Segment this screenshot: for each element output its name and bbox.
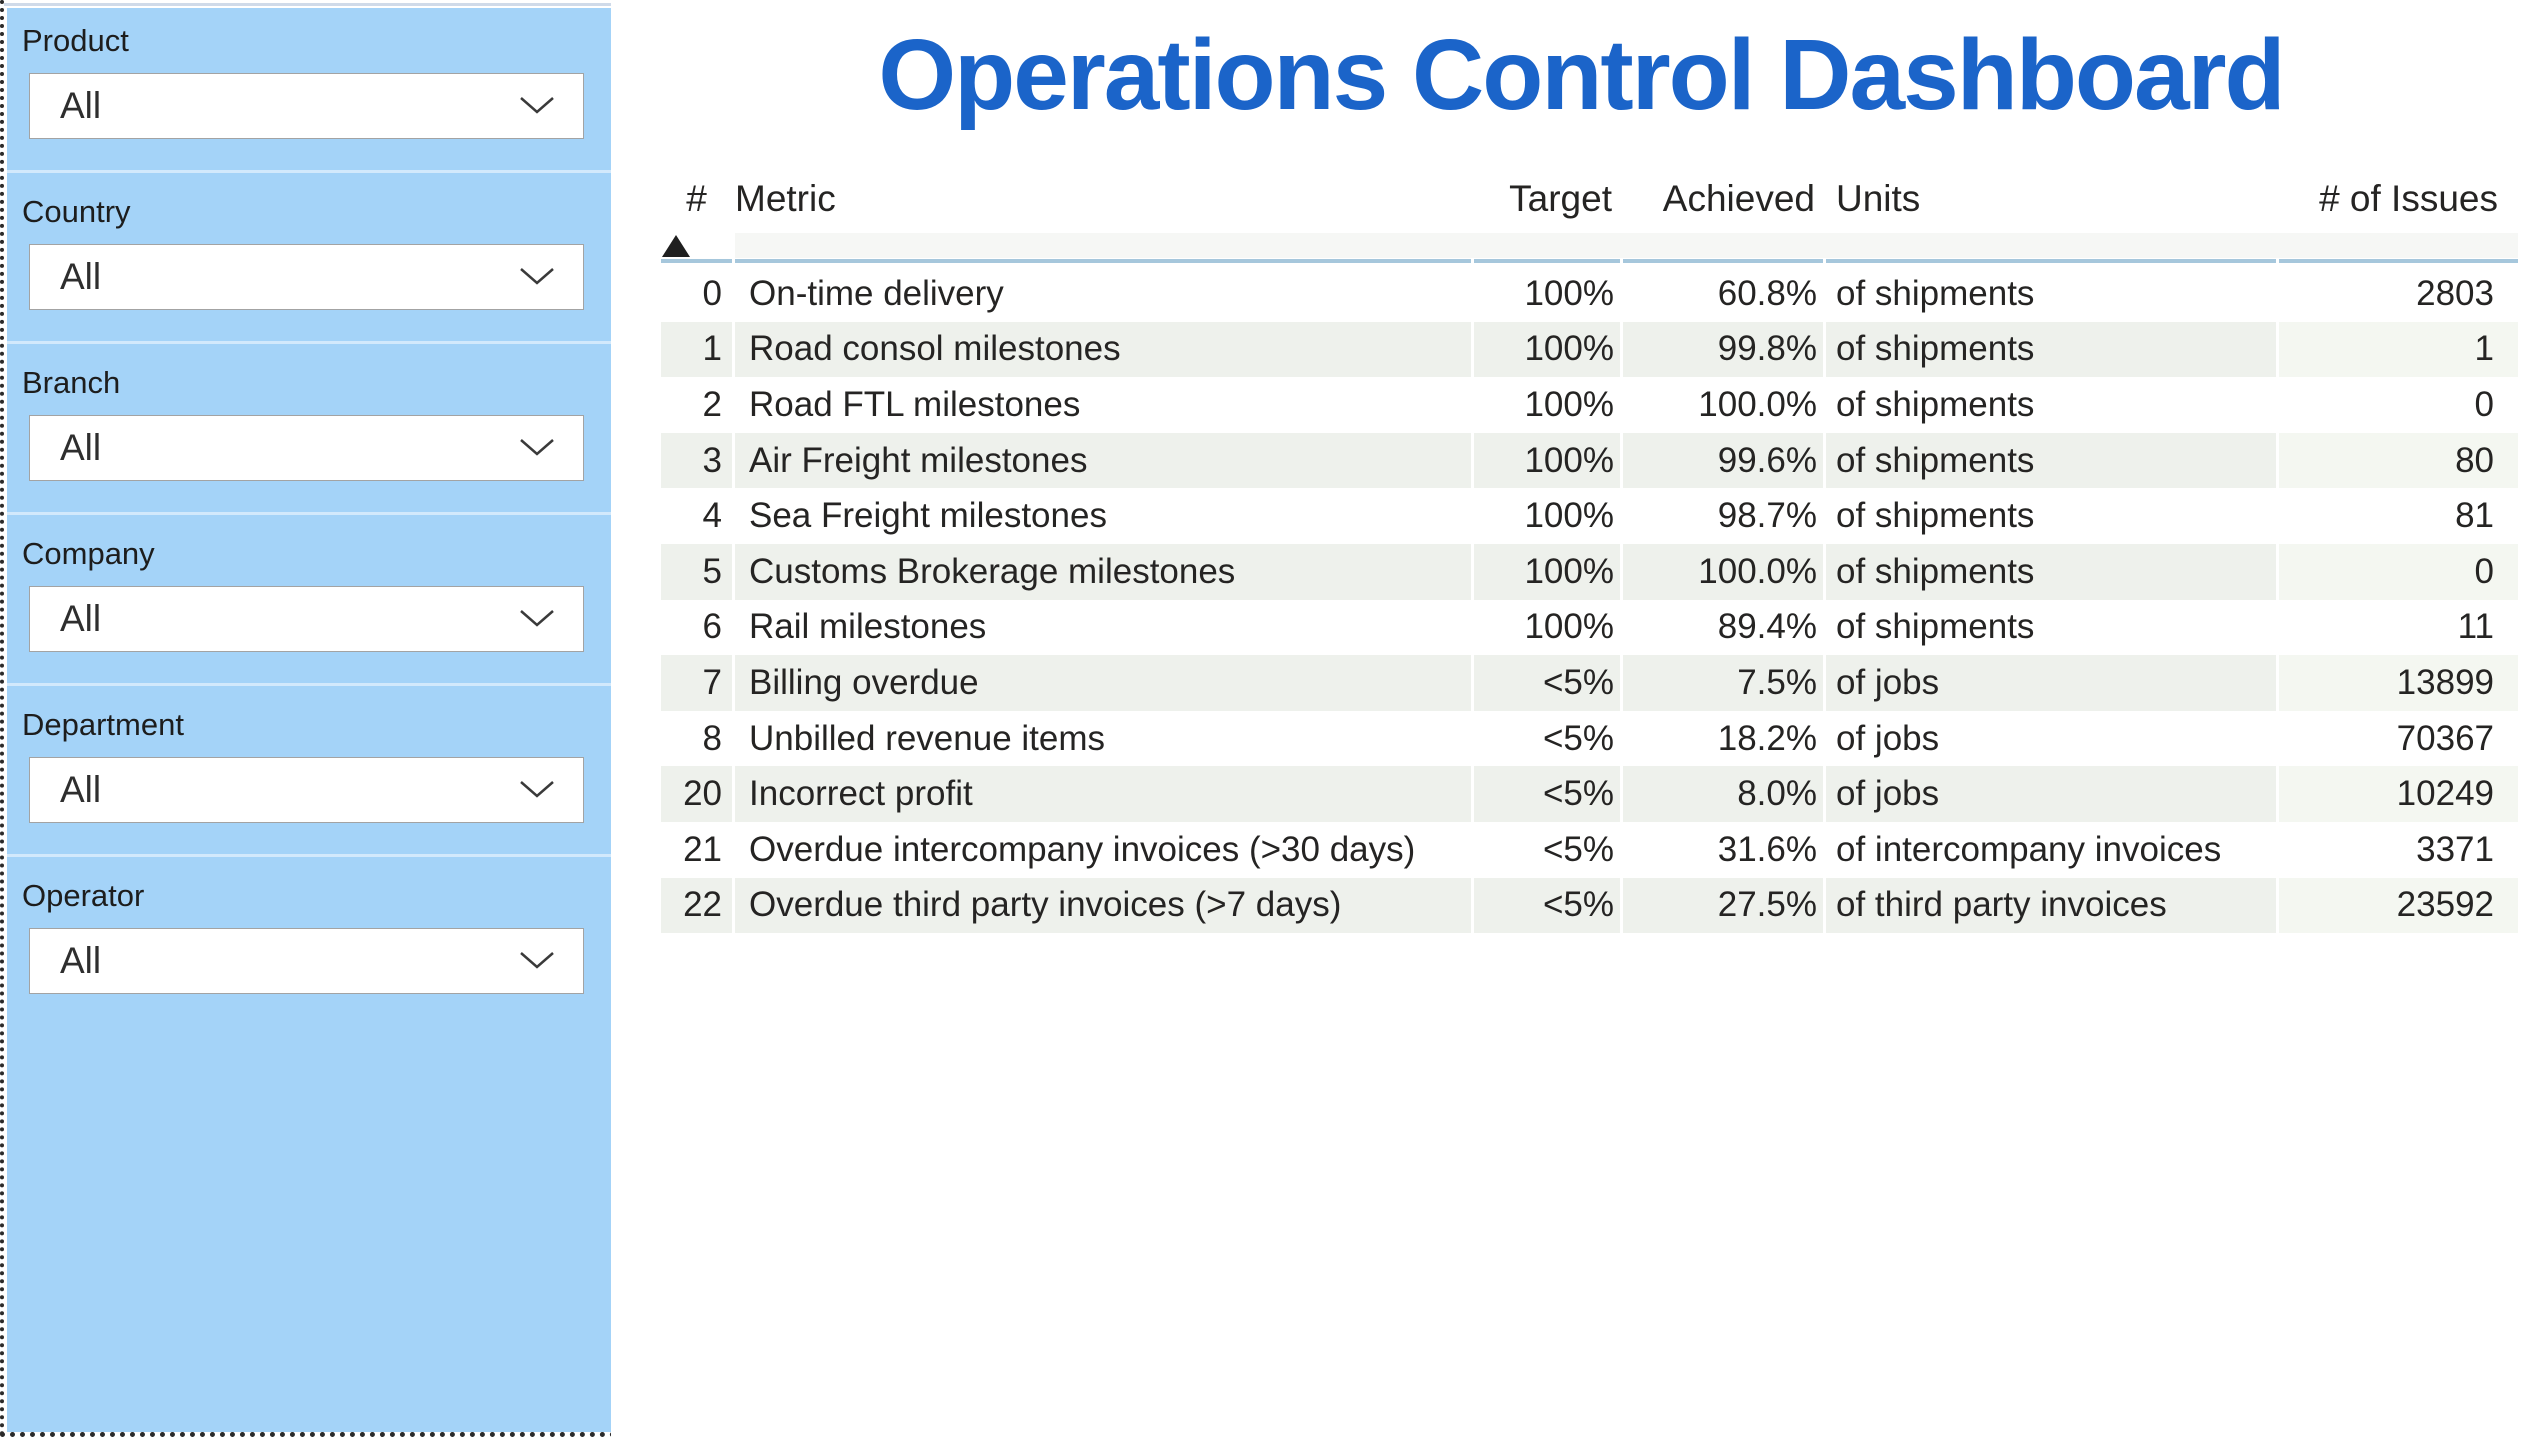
cell-num[interactable]: 3 (661, 433, 732, 489)
cell-metric[interactable]: Incorrect profit (735, 766, 1471, 822)
cell-achieved[interactable]: 60.8% (1623, 266, 1823, 322)
cell-num[interactable]: 8 (661, 711, 732, 767)
table-row[interactable] (661, 655, 2518, 711)
column-header-units[interactable]: Units (1836, 178, 1921, 219)
cell-achieved[interactable]: 99.6% (1623, 433, 1823, 489)
cell-issues[interactable]: 81 (2279, 488, 2518, 544)
slicer-dropdown-company[interactable] (29, 586, 584, 652)
cell-units[interactable]: of intercompany invoices (1826, 822, 2276, 878)
cell-issues[interactable]: 1 (2279, 322, 2518, 378)
slicer-selected-value: All (60, 256, 102, 297)
cell-metric[interactable]: Air Freight milestones (735, 433, 1471, 489)
cell-metric[interactable]: Sea Freight milestones (735, 488, 1471, 544)
chevron-down-icon (519, 780, 555, 800)
cell-issues[interactable]: 13899 (2279, 655, 2518, 711)
cell-issues[interactable]: 23592 (2279, 878, 2518, 934)
chevron-down-icon (519, 609, 555, 629)
column-gap (1471, 259, 1474, 263)
slicer-separator (7, 512, 611, 515)
cell-target[interactable]: <5% (1474, 878, 1620, 934)
cell-metric[interactable]: Customs Brokerage milestones (735, 544, 1471, 600)
cell-units[interactable]: of shipments (1826, 377, 2276, 433)
table-row[interactable] (661, 322, 2518, 378)
slicer-product (7, 23, 611, 194)
table-row[interactable] (661, 544, 2518, 600)
cell-num[interactable]: 20 (661, 766, 732, 822)
table-row[interactable] (661, 711, 2518, 767)
cell-target[interactable]: 100% (1474, 377, 1620, 433)
cell-num[interactable]: 5 (661, 544, 732, 600)
cell-achieved[interactable]: 18.2% (1623, 711, 1823, 767)
cell-achieved[interactable]: 27.5% (1623, 878, 1823, 934)
cell-num[interactable]: 21 (661, 822, 732, 878)
chevron-down-icon (519, 96, 555, 116)
table-row[interactable] (661, 266, 2518, 322)
slicer-company (7, 536, 611, 707)
cell-achieved[interactable]: 98.7% (1623, 488, 1823, 544)
cell-issues[interactable]: 0 (2279, 377, 2518, 433)
cell-achieved[interactable]: 8.0% (1623, 766, 1823, 822)
table-body (661, 266, 2518, 933)
table-row[interactable] (661, 766, 2518, 822)
header-divider-line (661, 259, 2518, 263)
column-gap (2276, 259, 2279, 263)
column-header-target[interactable]: Target (1509, 178, 1612, 219)
cell-issues[interactable]: 80 (2279, 433, 2518, 489)
cell-units[interactable]: of jobs (1826, 766, 2276, 822)
column-header-num[interactable]: # (686, 178, 707, 219)
cell-achieved[interactable]: 89.4% (1623, 600, 1823, 656)
slicer-label: Department (22, 707, 184, 742)
main-panel (611, 0, 2547, 1437)
cell-issues[interactable]: 11 (2279, 600, 2518, 656)
cell-target[interactable]: <5% (1474, 766, 1620, 822)
slicer-department (7, 707, 611, 878)
filter-sidebar (7, 8, 611, 1432)
slicer-selected-value: All (60, 427, 102, 468)
cell-issues[interactable]: 3371 (2279, 822, 2518, 878)
slicer-selected-value: All (60, 598, 102, 639)
cell-achieved[interactable]: 100.0% (1623, 544, 1823, 600)
cell-num[interactable]: 0 (661, 266, 732, 322)
slicer-separator (7, 341, 611, 344)
cell-target[interactable]: 100% (1474, 322, 1620, 378)
slicer-separator (7, 854, 611, 857)
cell-num[interactable]: 7 (661, 655, 732, 711)
cell-issues[interactable]: 2803 (2279, 266, 2518, 322)
cell-metric[interactable]: Billing overdue (735, 655, 1471, 711)
column-header-issues[interactable]: # of Issues (2319, 178, 2498, 219)
cell-metric[interactable]: Road FTL milestones (735, 377, 1471, 433)
page-title: Operations Control Dashboard (878, 19, 2284, 131)
slicer-separator (7, 170, 611, 173)
table-row[interactable] (661, 822, 2518, 878)
table-row[interactable] (661, 488, 2518, 544)
column-gap (1823, 259, 1826, 263)
cell-num[interactable]: 6 (661, 600, 732, 656)
slicer-selected-value: All (60, 769, 102, 810)
cell-num[interactable]: 1 (661, 322, 732, 378)
slicer-dropdown-product[interactable] (29, 73, 584, 139)
cell-achieved[interactable]: 100.0% (1623, 377, 1823, 433)
table-row[interactable] (661, 600, 2518, 656)
cell-issues[interactable]: 70367 (2279, 711, 2518, 767)
cell-target[interactable]: 100% (1474, 433, 1620, 489)
cell-metric[interactable]: Unbilled revenue items (735, 711, 1471, 767)
cell-num[interactable]: 4 (661, 488, 732, 544)
slicer-selected-value: All (60, 940, 102, 981)
slicer-label: Product (22, 23, 129, 58)
slicer-operator (7, 878, 611, 1049)
slicer-label: Operator (22, 878, 145, 913)
cell-num[interactable]: 22 (661, 878, 732, 934)
cell-units[interactable]: of shipments (1826, 488, 2276, 544)
cell-metric[interactable]: Overdue third party invoices (>7 days) (735, 878, 1471, 934)
cell-target[interactable]: 100% (1474, 600, 1620, 656)
table-header-row (661, 165, 2518, 233)
cell-achieved[interactable]: 31.6% (1623, 822, 1823, 878)
slicer-separator (7, 683, 611, 686)
cell-target[interactable]: <5% (1474, 655, 1620, 711)
cell-metric[interactable]: On-time delivery (735, 266, 1471, 322)
cell-units[interactable]: of jobs (1826, 711, 2276, 767)
cell-units[interactable]: of shipments (1826, 544, 2276, 600)
slicer-dropdown-branch[interactable] (29, 415, 584, 481)
metrics-table (661, 165, 2518, 925)
cell-units[interactable]: of third party invoices (1826, 878, 2276, 934)
cell-issues[interactable]: 10249 (2279, 766, 2518, 822)
cell-units[interactable]: of shipments (1826, 600, 2276, 656)
chevron-down-icon (519, 951, 555, 971)
header-underlay-band (735, 233, 2518, 258)
slicer-selected-value: All (60, 85, 102, 126)
column-header-achieved[interactable]: Achieved (1662, 178, 1815, 219)
cell-target[interactable]: <5% (1474, 822, 1620, 878)
slicer-label: Branch (22, 365, 121, 400)
cell-metric[interactable]: Overdue intercompany invoices (>30 days) (735, 822, 1471, 878)
cell-achieved[interactable]: 7.5% (1623, 655, 1823, 711)
chevron-down-icon (519, 267, 555, 287)
chevron-down-icon (519, 438, 555, 458)
slicer-label: Country (22, 194, 131, 229)
cell-metric[interactable]: Rail milestones (735, 600, 1471, 656)
cell-units[interactable]: of shipments (1826, 322, 2276, 378)
cell-units[interactable]: of jobs (1826, 655, 2276, 711)
cell-target[interactable]: 100% (1474, 488, 1620, 544)
cell-units[interactable]: of shipments (1826, 266, 2276, 322)
cell-target[interactable]: <5% (1474, 711, 1620, 767)
cell-metric[interactable]: Road consol milestones (735, 322, 1471, 378)
slicer-dropdown-operator[interactable] (29, 928, 584, 994)
cell-target[interactable]: 100% (1474, 544, 1620, 600)
sort-ascending-icon (662, 235, 690, 257)
slicer-country (7, 194, 611, 365)
table-row[interactable] (661, 433, 2518, 489)
slicer-label: Company (22, 536, 155, 571)
cell-num[interactable]: 2 (661, 377, 732, 433)
cell-units[interactable]: of shipments (1826, 433, 2276, 489)
slicer-branch (7, 365, 611, 536)
table-row[interactable] (661, 377, 2518, 433)
slicer-dropdown-department[interactable] (29, 757, 584, 823)
column-gap (1620, 259, 1623, 263)
cell-target[interactable]: 100% (1474, 266, 1620, 322)
column-header-metric[interactable]: Metric (735, 178, 836, 219)
cell-issues[interactable]: 0 (2279, 544, 2518, 600)
column-gap (732, 259, 735, 263)
cell-achieved[interactable]: 99.8% (1623, 322, 1823, 378)
table-row[interactable] (661, 878, 2518, 934)
slicer-dropdown-country[interactable] (29, 244, 584, 310)
